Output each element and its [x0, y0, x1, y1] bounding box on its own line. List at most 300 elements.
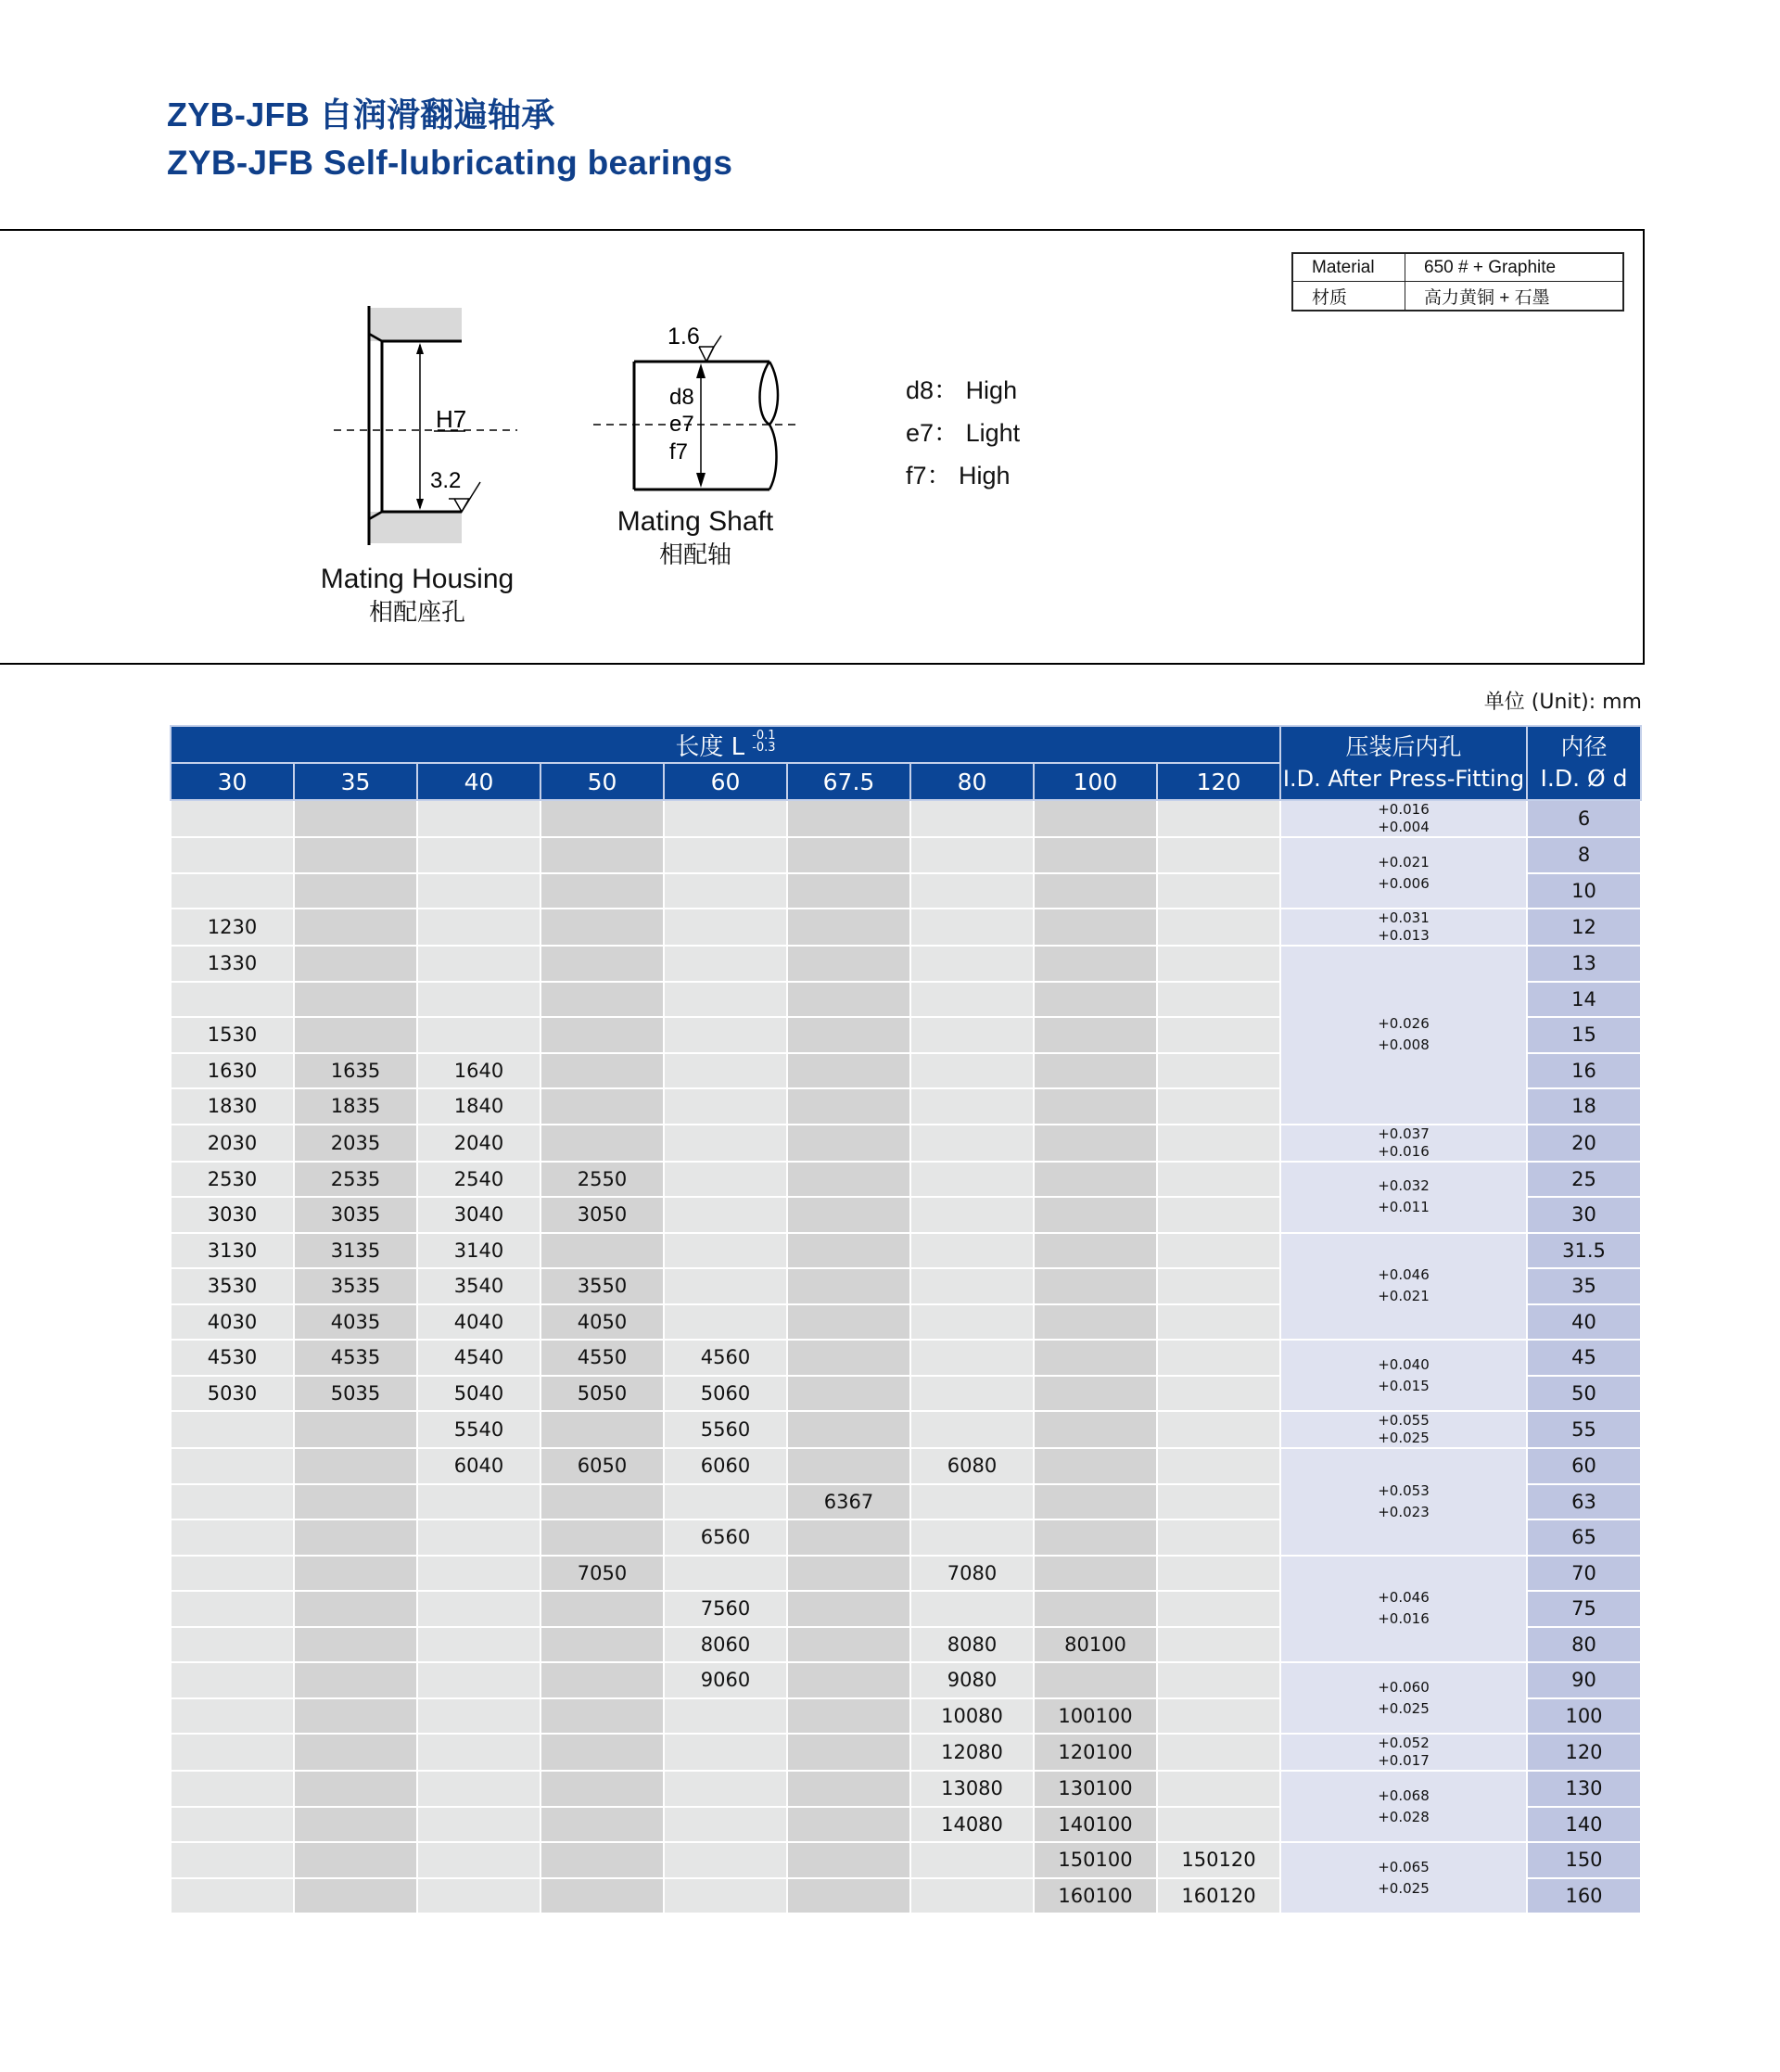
part-number-cell [910, 1304, 1034, 1341]
press-fit-tolerance-cell [1280, 1233, 1527, 1341]
housing-tolerance: H7 [436, 405, 467, 433]
part-number-cell [910, 1125, 1034, 1162]
part-number-cell [787, 1197, 910, 1233]
tolerance-upper: +0.040 [1378, 1355, 1430, 1373]
part-number-cell [1157, 1304, 1280, 1341]
part-number-cell [171, 1734, 294, 1771]
inner-diameter-cell: 45 [1527, 1340, 1641, 1376]
part-number-cell [1157, 1807, 1280, 1843]
fit-item [906, 412, 1020, 454]
part-number-cell [1034, 909, 1157, 946]
part-number-cell [664, 1125, 787, 1162]
part-number-cell: 6040 [417, 1448, 540, 1484]
tolerance-upper: +0.037 [1378, 1125, 1430, 1142]
length-header [171, 726, 1280, 763]
id-header-cn: 内径 [1560, 733, 1608, 760]
part-number-cell [787, 1162, 910, 1198]
part-number-cell [171, 1591, 294, 1627]
part-number-cell [540, 1842, 664, 1878]
tolerance-lower: +0.015 [1378, 1377, 1430, 1394]
roughness-symbol-icon [699, 347, 714, 362]
part-number-cell [910, 1268, 1034, 1304]
part-number-cell: 120100 [1034, 1734, 1157, 1771]
part-number-cell [294, 1878, 417, 1914]
part-number-cell: 9060 [664, 1662, 787, 1698]
part-number-cell [1157, 1088, 1280, 1125]
part-number-cell [664, 1556, 787, 1592]
part-number-cell [417, 946, 540, 982]
part-number-cell [1157, 1519, 1280, 1556]
part-number-cell: 2040 [417, 1125, 540, 1162]
part-number-cell: 3130 [171, 1233, 294, 1269]
part-number-cell [787, 909, 910, 946]
tolerance-upper: +0.026 [1378, 1015, 1430, 1033]
part-number-cell [294, 1591, 417, 1627]
part-number-cell [664, 1053, 787, 1089]
material-table [1291, 252, 1624, 311]
inner-diameter-cell: 50 [1527, 1376, 1641, 1412]
press-fit-tolerance-cell [1280, 1771, 1527, 1842]
table-row [171, 837, 1641, 873]
part-number-cell [171, 1807, 294, 1843]
part-number-cell [294, 1734, 417, 1771]
part-number-cell [910, 909, 1034, 946]
tolerance-upper: +0.032 [1378, 1177, 1430, 1194]
housing-wall-bottom [369, 512, 462, 543]
part-number-cell [294, 1411, 417, 1448]
part-number-cell [171, 1484, 294, 1520]
length-column-header: 40 [417, 763, 540, 800]
part-number-cell [787, 1771, 910, 1807]
inner-diameter-cell: 16 [1527, 1053, 1641, 1089]
tolerance-lower: +0.013 [1378, 927, 1430, 944]
tolerance-upper: +0.055 [1378, 1412, 1430, 1429]
inner-diameter-cell: 18 [1527, 1088, 1641, 1125]
length-column-header: 80 [910, 763, 1034, 800]
part-number-cell [1034, 1088, 1157, 1125]
part-number-cell [417, 1591, 540, 1627]
length-column-header: 30 [171, 763, 294, 800]
part-number-cell: 3550 [540, 1268, 664, 1304]
inner-diameter-cell: 60 [1527, 1448, 1641, 1484]
part-number-cell [787, 1842, 910, 1878]
part-number-cell [787, 1125, 910, 1162]
tolerance-lower: +0.028 [1378, 1808, 1430, 1825]
part-number-cell [1157, 946, 1280, 982]
material-label-cn: 材质 [1292, 282, 1405, 311]
inner-diameter-cell: 40 [1527, 1304, 1641, 1341]
part-number-cell [1157, 1484, 1280, 1520]
fit-item [906, 454, 1020, 497]
part-number-cell [1034, 1304, 1157, 1341]
tolerance-upper: +0.060 [1378, 1678, 1430, 1696]
part-number-cell: 150100 [1034, 1842, 1157, 1878]
fit-item [906, 369, 1020, 412]
housing-wall-top [369, 308, 462, 341]
part-number-cell [664, 1088, 787, 1125]
part-number-cell [294, 1484, 417, 1520]
part-number-cell [171, 1878, 294, 1914]
part-number-cell: 1530 [171, 1017, 294, 1053]
shaft-tolerance-f7: f7 [669, 439, 689, 464]
part-number-cell [540, 946, 664, 982]
part-number-cell [294, 1017, 417, 1053]
material-label-en: Material [1292, 253, 1405, 282]
part-number-cell [294, 909, 417, 946]
part-number-cell [294, 1698, 417, 1735]
part-number-cell [1034, 1376, 1157, 1412]
shaft-diagram [593, 315, 797, 501]
part-number-cell [664, 946, 787, 982]
part-number-cell [417, 909, 540, 946]
part-number-cell [540, 1484, 664, 1520]
table-row [171, 1125, 1641, 1162]
part-number-cell: 3035 [294, 1197, 417, 1233]
part-number-cell [910, 1053, 1034, 1089]
press-fit-tolerance-cell [1280, 1556, 1527, 1663]
part-number-cell [664, 1233, 787, 1269]
part-number-cell [787, 982, 910, 1018]
part-number-cell [1157, 1698, 1280, 1735]
part-number-cell: 100100 [1034, 1698, 1157, 1735]
part-number-cell [910, 1017, 1034, 1053]
part-number-cell [1034, 1053, 1157, 1089]
part-number-cell [664, 1842, 787, 1878]
part-number-cell [787, 1376, 910, 1412]
part-number-cell [910, 982, 1034, 1018]
press-fit-tolerance-cell [1280, 1162, 1527, 1233]
part-number-cell [540, 1771, 664, 1807]
inner-diameter-cell: 75 [1527, 1591, 1641, 1627]
part-number-cell: 2035 [294, 1125, 417, 1162]
part-number-cell [664, 909, 787, 946]
part-number-cell [1034, 1519, 1157, 1556]
tolerance-upper: +0.068 [1378, 1786, 1430, 1804]
table-row [171, 1771, 1641, 1807]
part-number-cell [417, 873, 540, 909]
fit-grade: e7： [906, 419, 960, 447]
part-number-cell: 2540 [417, 1162, 540, 1198]
part-number-cell [664, 800, 787, 837]
part-number-cell [540, 1662, 664, 1698]
part-number-cell [1157, 1662, 1280, 1698]
part-number-cell: 3530 [171, 1268, 294, 1304]
part-number-cell [171, 1627, 294, 1663]
part-number-cell: 4530 [171, 1340, 294, 1376]
tolerance-lower: +0.025 [1378, 1430, 1430, 1446]
part-number-cell [294, 1448, 417, 1484]
part-number-cell: 6050 [540, 1448, 664, 1484]
part-number-cell: 5540 [417, 1411, 540, 1448]
inner-diameter-cell: 70 [1527, 1556, 1641, 1592]
inner-diameter-cell: 25 [1527, 1162, 1641, 1198]
part-number-cell: 2530 [171, 1162, 294, 1198]
part-number-cell [1157, 1411, 1280, 1448]
part-number-cell [417, 1662, 540, 1698]
inner-diameter-cell: 55 [1527, 1411, 1641, 1448]
part-number-cell [664, 1017, 787, 1053]
part-number-cell [664, 837, 787, 873]
tolerance-lower: +0.004 [1378, 819, 1430, 835]
part-number-cell: 6080 [910, 1448, 1034, 1484]
part-number-cell: 6560 [664, 1519, 787, 1556]
part-number-cell: 8060 [664, 1627, 787, 1663]
part-number-cell [294, 1842, 417, 1878]
part-number-cell: 5030 [171, 1376, 294, 1412]
part-number-cell [417, 837, 540, 873]
part-number-cell [787, 1878, 910, 1914]
part-number-cell: 7080 [910, 1556, 1034, 1592]
inner-diameter-cell: 63 [1527, 1484, 1641, 1520]
part-number-cell [171, 1411, 294, 1448]
part-number-cell: 5035 [294, 1376, 417, 1412]
table-row [171, 909, 1641, 946]
part-number-cell: 1630 [171, 1053, 294, 1089]
part-number-cell: 130100 [1034, 1771, 1157, 1807]
part-number-cell [294, 1556, 417, 1592]
part-number-cell [664, 1878, 787, 1914]
part-number-cell [787, 1734, 910, 1771]
length-header-label: 长度 L [675, 732, 745, 761]
part-number-cell: 6060 [664, 1448, 787, 1484]
table-row [171, 1662, 1641, 1698]
table-row [171, 946, 1641, 982]
part-number-cell: 5560 [664, 1411, 787, 1448]
tolerance-lower: +0.016 [1378, 1142, 1430, 1160]
part-number-cell [1157, 1162, 1280, 1198]
part-number-cell [1034, 1484, 1157, 1520]
part-number-cell [787, 1698, 910, 1735]
part-number-cell [171, 1556, 294, 1592]
table-row [171, 1411, 1641, 1448]
part-number-cell [294, 1662, 417, 1698]
part-number-cell [171, 1842, 294, 1878]
part-number-cell: 3540 [417, 1268, 540, 1304]
tolerance-lower: +0.025 [1378, 1879, 1430, 1897]
part-number-cell [540, 1807, 664, 1843]
table-row [171, 1556, 1641, 1592]
part-number-cell [540, 1519, 664, 1556]
part-number-cell [787, 1088, 910, 1125]
part-number-cell [1034, 946, 1157, 982]
press-fit-tolerance-cell [1280, 1448, 1527, 1556]
fit-desc: Light [965, 419, 1021, 447]
part-number-cell [787, 873, 910, 909]
shaft-roughness: 1.6 [668, 324, 700, 350]
part-number-cell [787, 946, 910, 982]
length-column-header: 120 [1157, 763, 1280, 800]
part-number-cell: 12080 [910, 1734, 1034, 1771]
id-header-en: I.D. Ø d [1540, 765, 1628, 792]
fit-grade: f7： [906, 462, 952, 489]
table-body [171, 800, 1641, 1913]
part-number-cell: 4040 [417, 1304, 540, 1341]
part-number-cell: 5060 [664, 1376, 787, 1412]
part-number-cell [664, 873, 787, 909]
part-number-cell [1157, 837, 1280, 873]
part-number-cell [294, 982, 417, 1018]
part-number-cell: 1835 [294, 1088, 417, 1125]
part-number-cell [1034, 1162, 1157, 1198]
fit-list [906, 369, 1020, 497]
inner-diameter-cell: 30 [1527, 1197, 1641, 1233]
part-number-cell [540, 800, 664, 837]
part-number-cell [171, 1519, 294, 1556]
part-number-cell [664, 1698, 787, 1735]
inner-diameter-cell: 12 [1527, 909, 1641, 946]
part-number-cell [787, 1268, 910, 1304]
press-fit-tolerance-cell [1280, 1125, 1527, 1162]
inner-diameter-cell: 6 [1527, 800, 1641, 837]
part-number-cell [910, 1411, 1034, 1448]
inner-diameter-cell: 90 [1527, 1662, 1641, 1698]
tolerance-upper: +0.016 [1378, 801, 1430, 818]
part-number-cell [910, 1233, 1034, 1269]
part-number-cell [540, 982, 664, 1018]
part-number-cell [787, 1556, 910, 1592]
part-number-cell [664, 1197, 787, 1233]
part-number-cell [540, 1734, 664, 1771]
page-title-en: ZYB-JFB Self-lubricating bearings [167, 144, 733, 182]
page-title-cn: ZYB-JFB 自润滑翻遍轴承 [167, 95, 555, 133]
tolerance-upper: +0.065 [1378, 1858, 1430, 1875]
part-number-cell [417, 1627, 540, 1663]
part-number-cell [1157, 1268, 1280, 1304]
part-number-cell [664, 1771, 787, 1807]
shaft-tolerance-d8: d8 [669, 385, 694, 410]
part-number-cell [417, 1807, 540, 1843]
part-number-cell [540, 873, 664, 909]
length-tol-upper: -0.1 [752, 728, 776, 743]
tolerance-lower: +0.008 [1378, 1036, 1430, 1054]
press-fit-header-en: I.D. After Press-Fitting [1282, 766, 1525, 792]
part-number-cell [1034, 1197, 1157, 1233]
part-number-cell [1034, 1411, 1157, 1448]
part-number-cell [910, 1197, 1034, 1233]
shaft-tolerance-e7: e7 [669, 412, 694, 437]
tolerance-upper: +0.053 [1378, 1481, 1430, 1499]
fit-desc: High [959, 462, 1011, 489]
part-number-cell [1034, 800, 1157, 837]
part-number-cell: 4540 [417, 1340, 540, 1376]
part-number-cell: 1635 [294, 1053, 417, 1089]
part-number-cell [1157, 1627, 1280, 1663]
press-fit-tolerance-cell [1280, 909, 1527, 946]
part-number-cell [417, 1484, 540, 1520]
part-number-cell: 8080 [910, 1627, 1034, 1663]
length-tol-lower: -0.3 [752, 740, 776, 755]
housing-label-cn: 相配座孔 [368, 598, 465, 626]
part-number-cell [787, 1591, 910, 1627]
part-number-cell [1157, 873, 1280, 909]
part-number-cell: 1840 [417, 1088, 540, 1125]
unit-label: 单位 (Unit): mm [1483, 691, 1642, 714]
length-column-header: 100 [1034, 763, 1157, 800]
part-number-cell [294, 837, 417, 873]
part-number-cell [171, 1448, 294, 1484]
part-number-cell: 2535 [294, 1162, 417, 1198]
housing-diagram [334, 297, 528, 556]
housing-label [306, 564, 528, 628]
part-number-cell [787, 1807, 910, 1843]
part-number-cell [1034, 1268, 1157, 1304]
inner-diameter-cell: 100 [1527, 1698, 1641, 1735]
inner-diameter-cell: 160 [1527, 1878, 1641, 1914]
length-column-header: 60 [664, 763, 787, 800]
fit-grade: d8： [906, 376, 960, 404]
part-number-cell [910, 1591, 1034, 1627]
part-number-cell: 160120 [1157, 1878, 1280, 1914]
part-number-cell [294, 800, 417, 837]
part-number-cell [417, 800, 540, 837]
part-number-cell [910, 1842, 1034, 1878]
part-number-cell: 4035 [294, 1304, 417, 1341]
part-number-cell [910, 1340, 1034, 1376]
tolerance-upper: +0.052 [1378, 1735, 1430, 1751]
part-number-cell [417, 1771, 540, 1807]
part-number-cell [787, 1233, 910, 1269]
part-number-cell [1034, 1017, 1157, 1053]
part-number-cell: 4550 [540, 1340, 664, 1376]
part-number-cell [1157, 1376, 1280, 1412]
inner-diameter-cell: 14 [1527, 982, 1641, 1018]
part-number-cell: 7560 [664, 1591, 787, 1627]
part-number-cell: 1330 [171, 946, 294, 982]
length-column-header: 50 [540, 763, 664, 800]
part-number-cell [664, 982, 787, 1018]
part-number-cell [787, 1411, 910, 1448]
table-row [171, 1448, 1641, 1484]
part-number-cell: 14080 [910, 1807, 1034, 1843]
press-fit-tolerance-cell [1280, 1662, 1527, 1734]
inner-diameter-cell: 20 [1527, 1125, 1641, 1162]
part-number-cell [1034, 1125, 1157, 1162]
tolerance-upper: +0.046 [1378, 1589, 1430, 1607]
part-number-cell: 9080 [910, 1662, 1034, 1698]
part-number-cell [910, 1376, 1034, 1412]
part-number-cell [540, 1017, 664, 1053]
part-number-cell [1157, 1233, 1280, 1269]
inner-diameter-cell: 120 [1527, 1734, 1641, 1771]
part-number-cell [1157, 1771, 1280, 1807]
part-number-cell [664, 1484, 787, 1520]
part-number-cell [664, 1807, 787, 1843]
part-number-cell: 3135 [294, 1233, 417, 1269]
part-number-cell [540, 837, 664, 873]
inner-diameter-cell: 65 [1527, 1519, 1641, 1556]
part-number-cell [1034, 1340, 1157, 1376]
table-row [171, 800, 1641, 837]
part-number-cell [1034, 837, 1157, 873]
inner-diameter-cell: 140 [1527, 1807, 1641, 1843]
tolerance-upper: +0.021 [1378, 853, 1430, 871]
part-number-cell [1157, 909, 1280, 946]
part-number-cell [540, 1591, 664, 1627]
part-number-cell [910, 1162, 1034, 1198]
part-number-cell [910, 1088, 1034, 1125]
table-row [171, 1734, 1641, 1771]
part-number-cell [171, 837, 294, 873]
shaft-label [593, 506, 797, 570]
part-number-cell [1034, 1233, 1157, 1269]
part-number-cell [171, 1771, 294, 1807]
table-row [171, 1842, 1641, 1878]
inner-diameter-cell: 13 [1527, 946, 1641, 982]
fit-desc: High [965, 376, 1018, 404]
length-column-header: 67.5 [787, 763, 910, 800]
part-number-cell [417, 1519, 540, 1556]
shaft-label-cn: 相配轴 [658, 540, 731, 568]
